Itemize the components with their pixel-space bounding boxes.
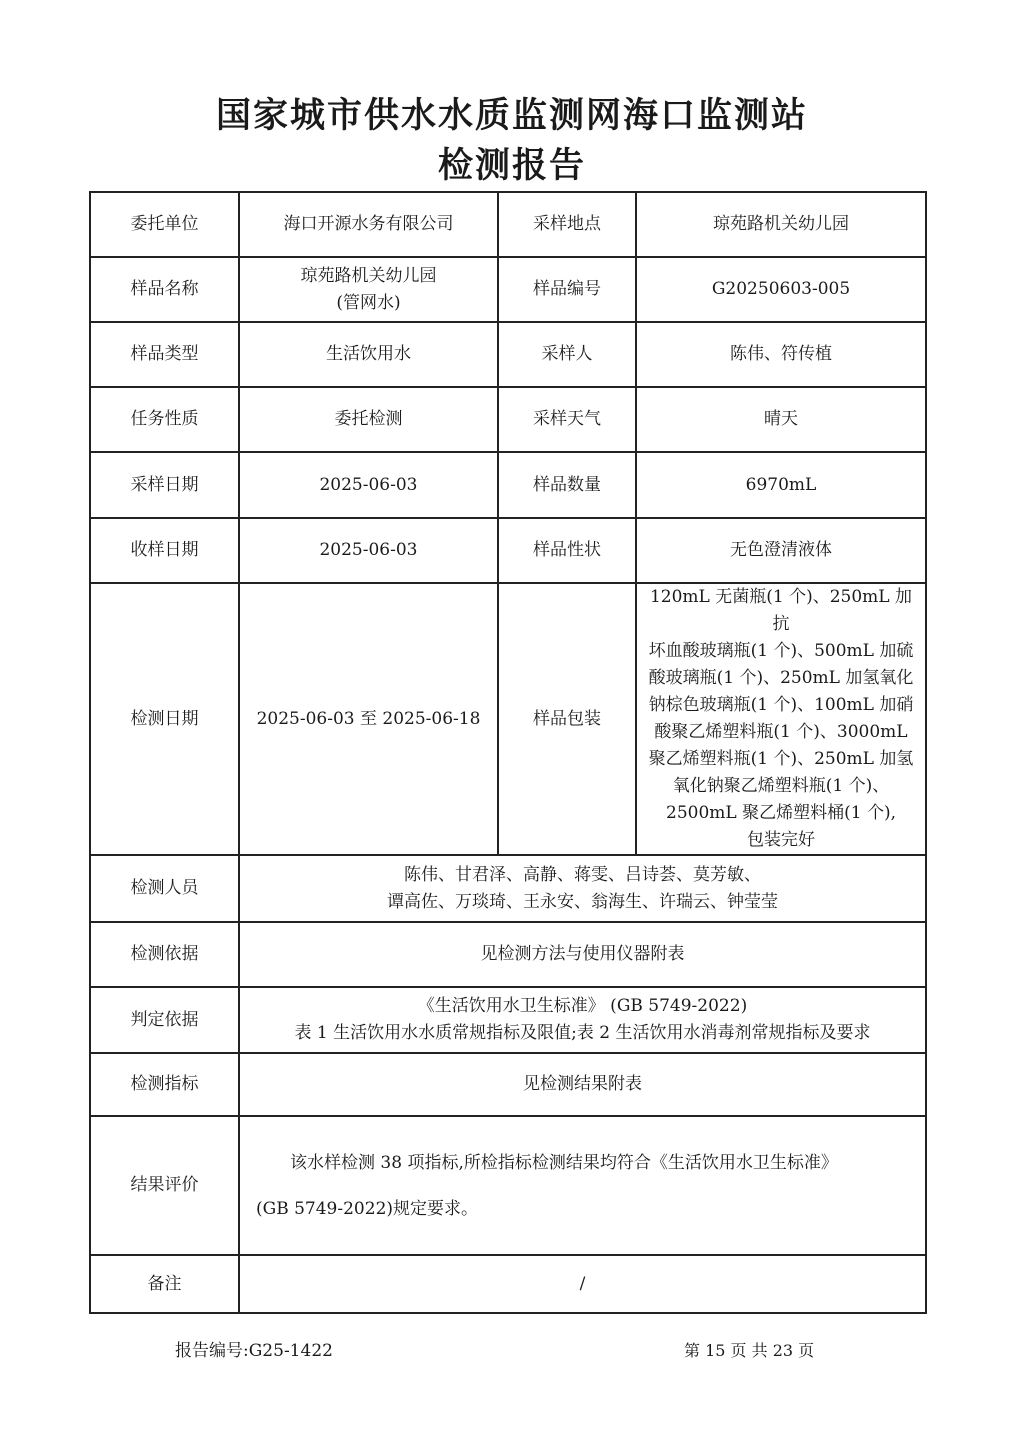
result-value <box>239 1116 926 1255</box>
table-row <box>90 452 926 518</box>
package-line: 2500mL 聚乙烯塑料桶(1 个), <box>666 803 896 823</box>
result-label: 结果评价 <box>90 1116 239 1255</box>
table-row <box>90 387 926 452</box>
task-value: 委托检测 <box>239 387 498 452</box>
report-number: 报告编号:G25-1422 <box>175 1341 333 1361</box>
site-label: 采样地点 <box>498 192 636 257</box>
basis-value: 见检测方法与使用仪器附表 <box>239 922 926 987</box>
personnel-line1: 陈伟、甘君泽、高静、蒋雯、吕诗荟、莫芳敏、 <box>404 864 761 885</box>
remarks-label: 备注 <box>90 1255 239 1313</box>
personnel-value <box>239 855 926 922</box>
sample-no-value: G20250603-005 <box>636 257 926 322</box>
site-value: 琼苑路机关幼儿园 <box>636 192 926 257</box>
package-line: 酸聚乙烯塑料瓶(1 个)、3000mL <box>654 722 908 742</box>
package-line: 包装完好 <box>747 830 815 850</box>
sample-no-label: 样品编号 <box>498 257 636 322</box>
weather-label: 采样天气 <box>498 387 636 452</box>
sampling-date-value: 2025-06-03 <box>239 452 498 518</box>
package-value <box>636 583 926 855</box>
basis-label: 检测依据 <box>90 922 239 987</box>
indicators-value: 见检测结果附表 <box>239 1053 926 1116</box>
table-row <box>90 518 926 583</box>
package-line: 坏血酸玻璃瓶(1 个)、500mL 加硫 <box>648 641 914 661</box>
report-table <box>89 191 927 1314</box>
table-row <box>90 192 926 257</box>
appearance-label: 样品性状 <box>498 518 636 583</box>
table-row <box>90 322 926 387</box>
report-title: 国家城市供水水质监测网海口监测站 <box>215 96 808 136</box>
package-line: 氧化钠聚乙烯塑料瓶(1 个)、 <box>672 776 890 796</box>
sampler-label: 采样人 <box>498 322 636 387</box>
appearance-value: 无色澄清液体 <box>636 518 926 583</box>
task-label: 任务性质 <box>90 387 239 452</box>
table-row <box>90 1255 926 1313</box>
seal-fragment <box>996 720 1016 734</box>
sample-name-line1: 琼苑路机关幼儿园 <box>300 265 437 286</box>
weather-value: 晴天 <box>636 387 926 452</box>
test-date-value: 2025-06-03 至 2025-06-18 <box>239 583 498 855</box>
sample-type-label: 样品类型 <box>90 322 239 387</box>
remarks-value: / <box>239 1255 926 1313</box>
client-label: 委托单位 <box>90 192 239 257</box>
table-row <box>90 1053 926 1116</box>
personnel-line2: 谭高佐、万琰琦、王永安、翁海生、许瑞云、钟莹莹 <box>387 891 778 912</box>
sampler-value: 陈伟、符传植 <box>636 322 926 387</box>
receipt-date-value: 2025-06-03 <box>239 518 498 583</box>
criteria-line2: 表 1 生活饮用水水质常规指标及限值;表 2 生活饮用水消毒剂常规指标及要求 <box>294 1023 871 1043</box>
table-row <box>90 257 926 322</box>
sample-name-label: 样品名称 <box>90 257 239 322</box>
page-number: 第 15 页 共 23 页 <box>684 1341 815 1360</box>
seal-fragment <box>996 760 1016 774</box>
table-row <box>90 583 926 855</box>
package-line: 酸玻璃瓶(1 个)、250mL 加氢氧化 <box>648 668 914 688</box>
package-line: 120mL 无菌瓶(1 个)、250mL 加抗 <box>649 587 912 634</box>
sample-type-value: 生活饮用水 <box>239 322 498 387</box>
package-line: 钠棕色玻璃瓶(1 个)、100mL 加硝 <box>648 695 914 715</box>
quantity-label: 样品数量 <box>498 452 636 518</box>
package-line: 聚乙烯塑料瓶(1 个)、250mL 加氢 <box>648 749 914 769</box>
client-value: 海口开源水务有限公司 <box>239 192 498 257</box>
indicators-label: 检测指标 <box>90 1053 239 1116</box>
result-line1-text: 该水样检测 38 项指标,所检指标检测结果均符合《生活饮用水卫生标准》 <box>290 1152 838 1173</box>
test-date-label: 检测日期 <box>90 583 239 855</box>
sample-name-value <box>239 257 498 322</box>
seal-fragment <box>996 660 1016 674</box>
report-subtitle: 检测报告 <box>437 146 586 186</box>
result-line1 <box>256 1140 909 1186</box>
quantity-value: 6970mL <box>636 452 926 518</box>
criteria-line1: 《生活饮用水卫生标准》 (GB 5749-2022) <box>417 996 748 1016</box>
package-label: 样品包装 <box>498 583 636 855</box>
table-row <box>90 987 926 1053</box>
result-line2: (GB 5749-2022)规定要求。 <box>256 1198 479 1219</box>
table-row <box>90 1116 926 1255</box>
table-row <box>90 922 926 987</box>
receipt-date-label: 收样日期 <box>90 518 239 583</box>
sampling-date-label: 采样日期 <box>90 452 239 518</box>
criteria-value <box>239 987 926 1053</box>
personnel-label: 检测人员 <box>90 855 239 922</box>
table-row <box>90 855 926 922</box>
sample-name-line2: (管网水) <box>336 292 401 313</box>
criteria-label: 判定依据 <box>90 987 239 1053</box>
